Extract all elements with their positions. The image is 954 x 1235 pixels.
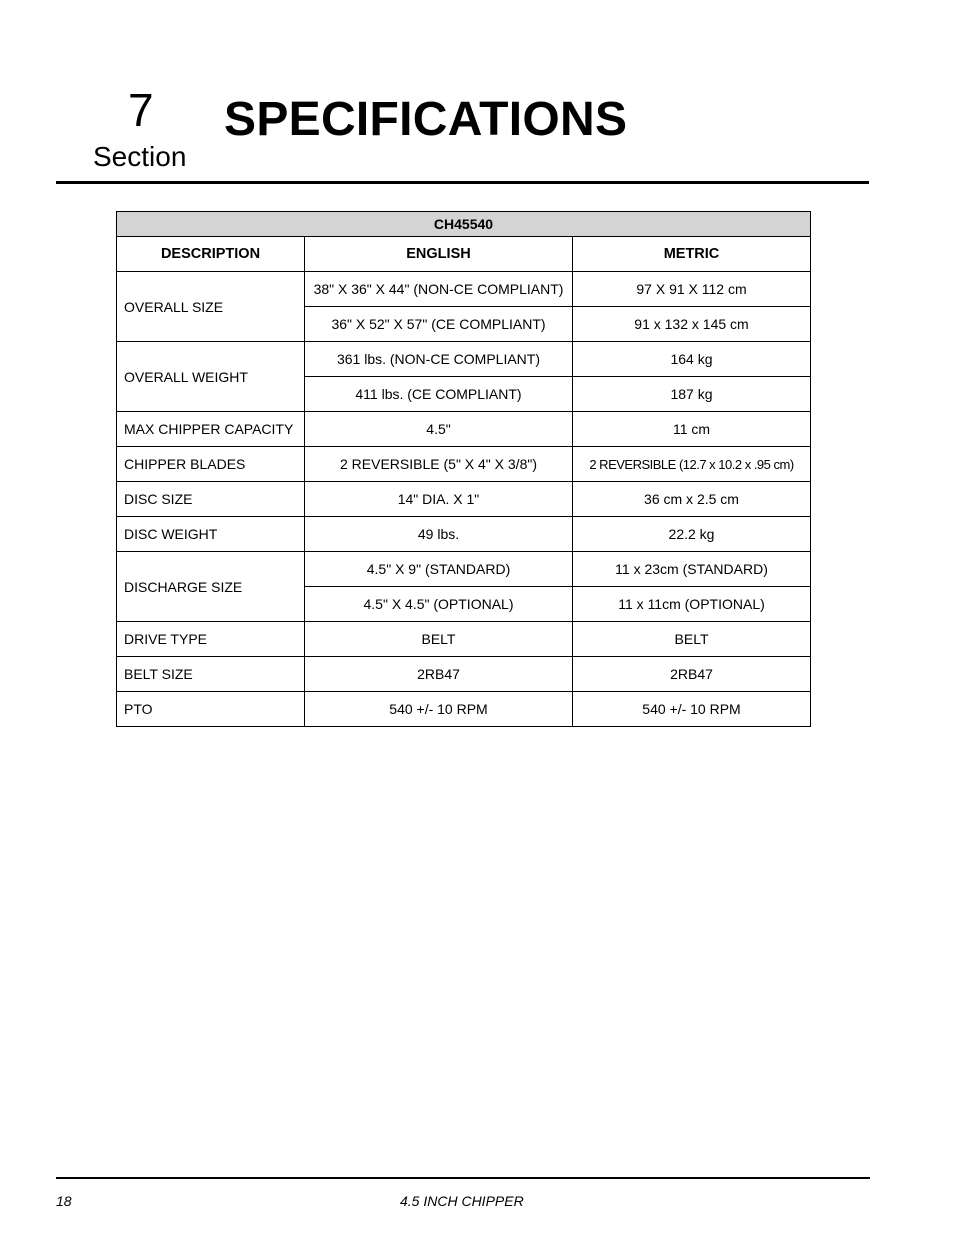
spec-english-cell: 2 REVERSIBLE (5" X 4" X 3/8") xyxy=(305,447,573,482)
spec-english-cell: 4.5" X 9" (STANDARD) xyxy=(305,552,573,587)
spec-metric-cell: 2RB47 xyxy=(573,657,811,692)
spec-metric-cell: 2 REVERSIBLE (12.7 x 10.2 x .95 cm) xyxy=(573,447,811,482)
spec-description-cell: DISCHARGE SIZE xyxy=(117,552,305,622)
spec-metric-cell: 22.2 kg xyxy=(573,517,811,552)
spec-description-cell: OVERALL WEIGHT xyxy=(117,342,305,412)
spec-description-cell: DISC SIZE xyxy=(117,482,305,517)
spec-description-cell: DISC WEIGHT xyxy=(117,517,305,552)
spec-metric-cell: BELT xyxy=(573,622,811,657)
spec-english-cell: 540 +/- 10 RPM xyxy=(305,692,573,727)
column-header-english: ENGLISH xyxy=(305,237,573,272)
spec-metric-cell: 11 x 23cm (STANDARD) xyxy=(573,552,811,587)
spec-english-cell: BELT xyxy=(305,622,573,657)
spec-metric-cell: 91 x 132 x 145 cm xyxy=(573,307,811,342)
spec-description-cell: MAX CHIPPER CAPACITY xyxy=(117,412,305,447)
specifications-table xyxy=(116,211,811,727)
table-row xyxy=(117,692,811,727)
column-header-metric: METRIC xyxy=(573,237,811,272)
header-rule xyxy=(56,181,869,184)
spec-description-cell: OVERALL SIZE xyxy=(117,272,305,342)
spec-metric-cell: 11 x 11cm (OPTIONAL) xyxy=(573,587,811,622)
table-row xyxy=(117,657,811,692)
section-number: 7 xyxy=(128,84,154,136)
spec-metric-cell: 36 cm x 2.5 cm xyxy=(573,482,811,517)
spec-metric-cell: 97 X 91 X 112 cm xyxy=(573,272,811,307)
model-number: CH45540 xyxy=(117,212,811,237)
table-row xyxy=(117,412,811,447)
spec-english-cell: 4.5" X 4.5" (OPTIONAL) xyxy=(305,587,573,622)
footer-document-title: 4.5 INCH CHIPPER xyxy=(400,1193,524,1209)
spec-english-cell: 49 lbs. xyxy=(305,517,573,552)
page-number: 18 xyxy=(56,1193,72,1209)
spec-description-cell: PTO xyxy=(117,692,305,727)
spec-english-cell: 411 lbs. (CE COMPLIANT) xyxy=(305,377,573,412)
footer-rule xyxy=(56,1177,870,1179)
table-row xyxy=(117,552,811,587)
spec-description-cell: DRIVE TYPE xyxy=(117,622,305,657)
spec-english-cell: 36" X 52" X 57" (CE COMPLIANT) xyxy=(305,307,573,342)
spec-metric-cell: 164 kg xyxy=(573,342,811,377)
table-row xyxy=(117,482,811,517)
model-header-row xyxy=(117,212,811,237)
table-row xyxy=(117,342,811,377)
spec-description-cell: BELT SIZE xyxy=(117,657,305,692)
section-label: Section xyxy=(93,141,187,172)
spec-english-cell: 38" X 36" X 44" (NON-CE COMPLIANT) xyxy=(305,272,573,307)
table-row xyxy=(117,447,811,482)
spec-english-cell: 14" DIA. X 1" xyxy=(305,482,573,517)
column-header-row xyxy=(117,237,811,272)
spec-english-cell: 361 lbs. (NON-CE COMPLIANT) xyxy=(305,342,573,377)
spec-metric-cell: 11 cm xyxy=(573,412,811,447)
spec-description-cell: CHIPPER BLADES xyxy=(117,447,305,482)
spec-metric-cell: 540 +/- 10 RPM xyxy=(573,692,811,727)
spec-english-cell: 2RB47 xyxy=(305,657,573,692)
page-title: SPECIFICATIONS xyxy=(224,93,628,146)
table-row xyxy=(117,272,811,307)
spec-metric-cell: 187 kg xyxy=(573,377,811,412)
column-header-description: DESCRIPTION xyxy=(117,237,305,272)
table-row xyxy=(117,622,811,657)
spec-english-cell: 4.5" xyxy=(305,412,573,447)
table-row xyxy=(117,517,811,552)
